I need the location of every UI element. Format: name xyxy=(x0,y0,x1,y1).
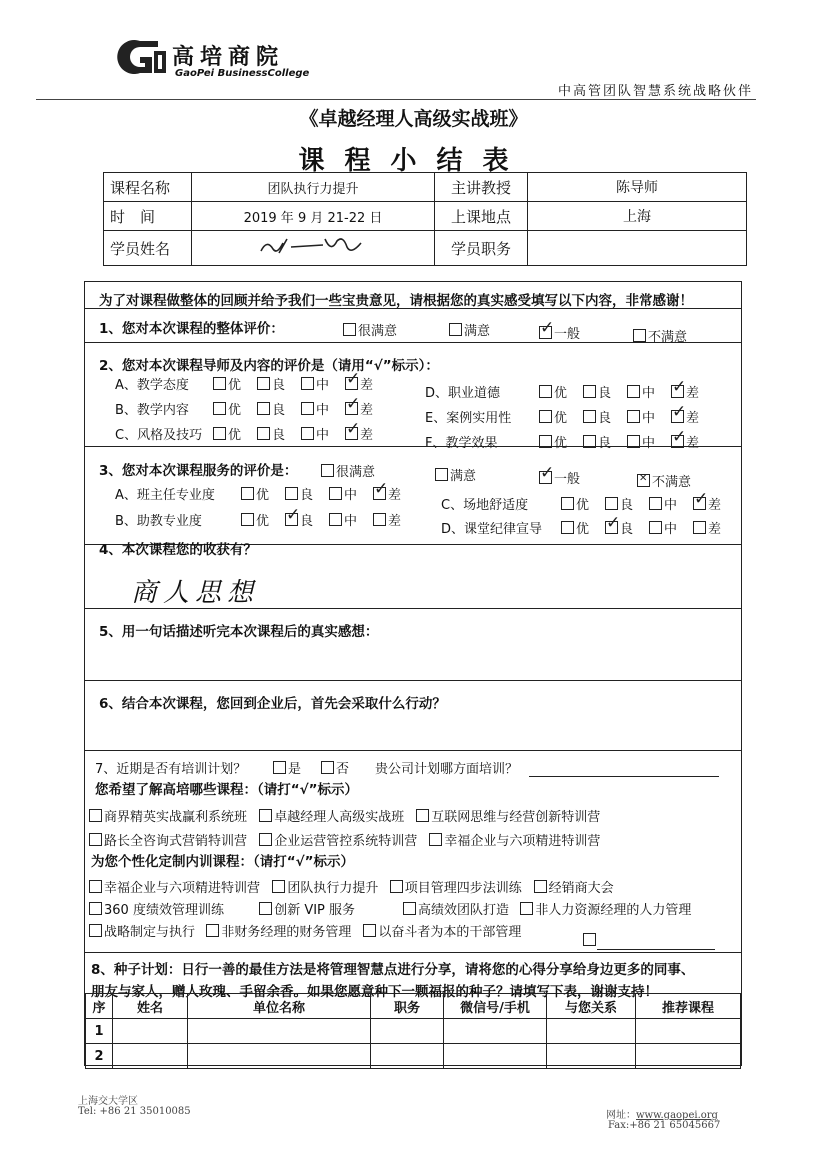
rating-option[interactable] xyxy=(693,494,721,513)
checkbox[interactable] xyxy=(649,497,662,510)
rating-option[interactable] xyxy=(301,424,329,443)
rating-option[interactable] xyxy=(329,484,357,503)
footer-address: 上海交大学区 xyxy=(78,1096,138,1107)
checkbox-checked[interactable] xyxy=(285,513,298,526)
course-option-label: 卓越经理人高级实战班 xyxy=(274,810,405,825)
feedback-form xyxy=(84,281,742,1066)
course-option-label: 以奋斗者为本的干部管理 xyxy=(378,925,522,940)
footer-web-link[interactable]: www.gaopei.org xyxy=(636,1110,718,1121)
checkbox[interactable] xyxy=(329,513,342,526)
course-option[interactable] xyxy=(429,830,600,849)
checkbox[interactable] xyxy=(627,410,640,423)
teacher-value[interactable]: 陈导师 xyxy=(528,173,747,202)
footer-web xyxy=(606,1106,718,1121)
rating-option-label: 良 xyxy=(598,436,612,451)
checkbox[interactable] xyxy=(633,329,646,342)
rating-option[interactable] xyxy=(583,432,611,451)
q3-option-average[interactable]: ✓ 一般 xyxy=(539,468,580,487)
checkbox[interactable] xyxy=(89,880,102,893)
rating-label: E、案例实用性 xyxy=(425,411,512,426)
q8-line1: 8、种子计划：日行一善的最佳方法是将管理智慧点进行分享，请将您的心得分享给身边更多的同事、 xyxy=(91,962,695,978)
q7-no[interactable]: 否 xyxy=(321,758,349,777)
checkbox[interactable] xyxy=(259,809,272,822)
checkbox[interactable] xyxy=(343,323,356,336)
course-option[interactable] xyxy=(259,806,404,825)
checkbox-checked[interactable] xyxy=(693,497,706,510)
handwritten-signature xyxy=(253,231,373,261)
checkbox[interactable] xyxy=(206,924,219,937)
rating-option[interactable] xyxy=(627,382,655,401)
rating-option-label: 优 xyxy=(576,522,590,537)
checkbox[interactable] xyxy=(259,902,272,915)
course-option-label: 创新 VIP 服务 xyxy=(274,903,356,918)
rating-option-label: 优 xyxy=(554,386,568,401)
cell[interactable] xyxy=(113,1044,188,1069)
header-divider xyxy=(36,99,756,100)
checkbox[interactable] xyxy=(301,427,314,440)
q4-label: 4、本次课程您的收获有？ xyxy=(99,542,257,558)
row-index: 2 xyxy=(86,1044,113,1069)
course-option-label: 互联网思维与经营创新特训营 xyxy=(431,810,601,825)
q7-area-input[interactable] xyxy=(529,776,719,777)
checkbox-checked[interactable] xyxy=(605,521,618,534)
name-value[interactable] xyxy=(192,231,435,266)
checkbox-checked[interactable] xyxy=(539,471,552,484)
checkbox[interactable] xyxy=(561,497,574,510)
rating-label: A、教学态度 xyxy=(115,378,189,393)
rating-label: B、教学内容 xyxy=(115,403,189,418)
rating-label: C、风格及技巧 xyxy=(115,428,203,443)
rating-option-label: 良 xyxy=(300,514,314,529)
rating-option-label: 优 xyxy=(256,514,270,529)
tagline: 中高管团队智慧系统战略伙伴 xyxy=(557,84,753,99)
rating-option-label: 差 xyxy=(360,403,374,418)
rating-option[interactable] xyxy=(301,374,329,393)
rating-option-label: 差 xyxy=(686,386,700,401)
rating-option-label: 良 xyxy=(272,403,286,418)
checkbox[interactable] xyxy=(301,402,314,415)
rating-option[interactable] xyxy=(345,374,373,393)
rating-option[interactable] xyxy=(257,424,285,443)
custom-other-option[interactable] xyxy=(583,933,598,949)
course-option-label: 经销商大会 xyxy=(548,881,614,896)
row-index: 1 xyxy=(86,1019,113,1044)
divider xyxy=(85,952,741,953)
checkbox[interactable] xyxy=(321,761,334,774)
q2-label: 2、您对本次课程导师及内容的评价是（请用“√”标示）： xyxy=(99,358,439,374)
checkbox-crossed[interactable] xyxy=(637,474,650,487)
checkbox[interactable] xyxy=(257,427,270,440)
cell[interactable] xyxy=(188,1019,371,1044)
course-option[interactable] xyxy=(206,921,351,940)
divider xyxy=(85,608,741,609)
rating-option[interactable] xyxy=(649,518,677,537)
checkbox[interactable] xyxy=(539,410,552,423)
course-option[interactable] xyxy=(403,899,509,918)
checkbox[interactable] xyxy=(449,323,462,336)
course-option[interactable] xyxy=(259,830,417,849)
rating-option[interactable] xyxy=(605,494,633,513)
location-value[interactable]: 上海 xyxy=(528,202,747,231)
q7-courses-label: 您希望了解高培哪些课程：（请打“√”标示） xyxy=(95,782,358,798)
rating-option[interactable] xyxy=(257,374,285,393)
checkbox-checked[interactable] xyxy=(345,427,358,440)
rating-option[interactable] xyxy=(241,510,269,529)
course-option-label: 非财务经理的财务管理 xyxy=(221,925,352,940)
q7-other-input[interactable] xyxy=(597,949,715,950)
checkbox[interactable] xyxy=(241,487,254,500)
checkbox[interactable] xyxy=(329,487,342,500)
cell[interactable] xyxy=(188,1044,371,1069)
table-row xyxy=(86,1044,741,1069)
q7-custom-label: 为您个性化定制内训课程：（请打“√”标示） xyxy=(91,854,354,870)
rating-option[interactable] xyxy=(561,494,589,513)
checkbox[interactable] xyxy=(272,880,285,893)
cell[interactable] xyxy=(371,1044,444,1069)
rating-option[interactable] xyxy=(345,399,373,418)
rating-option[interactable] xyxy=(345,424,373,443)
program-title: 《卓越经理人高级实战班》 xyxy=(299,108,528,130)
rating-option[interactable] xyxy=(373,484,401,503)
rating-option[interactable] xyxy=(373,510,401,529)
checkbox[interactable] xyxy=(416,809,429,822)
checkbox[interactable] xyxy=(373,513,386,526)
q7-label: 7、近期是否有培训计划？ xyxy=(95,762,247,777)
col-company: 单位名称 xyxy=(188,994,371,1019)
course-option[interactable] xyxy=(520,899,691,918)
name-label: 学员姓名 xyxy=(104,231,192,266)
q7-area-question: 贵公司计划哪方面培训？ xyxy=(375,762,519,777)
rating-option[interactable] xyxy=(671,407,699,426)
q1-option-average[interactable]: ✓ 一般 xyxy=(539,323,580,342)
intro-text: 为了对课程做整体的回顾并给予我们一些宝贵意见，请根据您的真实感受填写以下内容，非常感谢！ xyxy=(99,293,693,309)
rating-option-label: 中 xyxy=(664,522,678,537)
rating-option-label: 优 xyxy=(554,436,568,451)
checkbox[interactable] xyxy=(259,833,272,846)
checkbox[interactable] xyxy=(89,833,102,846)
course-option[interactable] xyxy=(89,921,195,940)
rating-label: B、助教专业度 xyxy=(115,514,202,529)
rating-option-label: 优 xyxy=(228,403,242,418)
rating-option[interactable] xyxy=(301,399,329,418)
course-option[interactable] xyxy=(89,877,260,896)
rating-option-label: 良 xyxy=(598,386,612,401)
rating-option[interactable] xyxy=(627,407,655,426)
location-label: 上课地点 xyxy=(435,202,528,231)
checkbox-checked[interactable] xyxy=(671,410,684,423)
form-title: 课程小结表 xyxy=(298,146,529,176)
course-option[interactable] xyxy=(390,877,522,896)
brand-name-en: GaoPei BusinessCollege xyxy=(175,68,310,79)
rating-label: C、场地舒适度 xyxy=(441,498,529,513)
q6-label: 6、结合本次课程，您回到企业后，首先会采取什么行动？ xyxy=(99,696,446,712)
rating-option-label: 中 xyxy=(344,488,358,503)
rating-option[interactable] xyxy=(693,518,721,537)
rating-option-label: 差 xyxy=(388,514,402,529)
course-option[interactable] xyxy=(272,877,378,896)
time-value[interactable]: 2019 年 9 月 21-22 日 xyxy=(192,202,435,231)
checkbox-checked[interactable] xyxy=(671,385,684,398)
course-option-label: 360 度绩效管理训练 xyxy=(104,903,224,918)
footer-fax: Fax:+86 21 65045667 xyxy=(608,1120,721,1131)
rating-option[interactable] xyxy=(539,432,567,451)
checkbox[interactable] xyxy=(390,880,403,893)
checkbox[interactable] xyxy=(213,377,226,390)
rating-option[interactable] xyxy=(583,407,611,426)
course-option-label: 高绩效团队打造 xyxy=(418,903,510,918)
checkbox-checked[interactable] xyxy=(373,487,386,500)
checkbox[interactable] xyxy=(241,513,254,526)
table-row xyxy=(86,1019,741,1044)
rating-option-label: 良 xyxy=(300,488,314,503)
course-option-label: 企业运营管控系统特训营 xyxy=(274,834,418,849)
checkbox[interactable] xyxy=(583,933,596,946)
rating-option[interactable] xyxy=(241,484,269,503)
col-course: 推荐课程 xyxy=(636,994,741,1019)
course-option[interactable] xyxy=(534,877,614,896)
rating-option-label: 中 xyxy=(642,411,656,426)
rating-option[interactable] xyxy=(213,374,241,393)
rating-option-label: 中 xyxy=(316,403,330,418)
checkbox[interactable] xyxy=(285,487,298,500)
checkbox[interactable] xyxy=(403,902,416,915)
checkbox[interactable] xyxy=(257,402,270,415)
position-value[interactable] xyxy=(528,231,747,266)
col-name: 姓名 xyxy=(113,994,188,1019)
rating-option[interactable] xyxy=(671,432,699,451)
rating-option-label: 良 xyxy=(272,428,286,443)
divider xyxy=(85,680,741,681)
divider xyxy=(85,750,741,751)
checkbox[interactable] xyxy=(583,385,596,398)
course-option[interactable] xyxy=(259,899,355,918)
course-option-label: 商界精英实战赢利系统班 xyxy=(104,810,248,825)
q1-option-satisfied[interactable]: 满意 xyxy=(449,320,490,339)
q3-option-unsatisfied[interactable]: ✕ 不满意 xyxy=(637,471,691,490)
rating-option-label: 中 xyxy=(316,378,330,393)
rating-option-label: 差 xyxy=(360,378,374,393)
checkbox[interactable] xyxy=(213,427,226,440)
col-relation: 与您关系 xyxy=(547,994,636,1019)
course-option-label: 路长全咨询式营销特训营 xyxy=(104,834,248,849)
divider xyxy=(85,308,741,309)
checkbox[interactable] xyxy=(213,402,226,415)
rating-option-label: 差 xyxy=(686,436,700,451)
q1-option-unsatisfied[interactable]: 不满意 xyxy=(633,326,687,345)
rating-option[interactable] xyxy=(561,518,589,537)
checkbox[interactable] xyxy=(539,385,552,398)
checkbox[interactable] xyxy=(89,809,102,822)
checkbox[interactable] xyxy=(605,497,618,510)
rating-option[interactable] xyxy=(671,382,699,401)
footer-tel: Tel: +86 21 35010085 xyxy=(78,1106,191,1117)
rating-option[interactable] xyxy=(583,382,611,401)
rating-option[interactable] xyxy=(539,382,567,401)
teacher-label: 主讲教授 xyxy=(435,173,528,202)
checkbox[interactable] xyxy=(89,902,102,915)
rating-option-label: 差 xyxy=(388,488,402,503)
course-option-label: 幸福企业与六项精进特训营 xyxy=(104,881,261,896)
col-index: 序 xyxy=(86,994,113,1019)
rating-label: A、班主任专业度 xyxy=(115,488,215,503)
checkbox[interactable] xyxy=(693,521,706,534)
rating-option[interactable] xyxy=(627,432,655,451)
cell[interactable] xyxy=(547,1044,636,1069)
rating-option[interactable] xyxy=(213,399,241,418)
rating-label: D、课堂纪律宣导 xyxy=(441,522,543,537)
rating-option-label: 良 xyxy=(272,378,286,393)
course-option[interactable] xyxy=(363,921,521,940)
q5-label: 5、用一句话描述听完本次课程后的真实感想： xyxy=(99,624,379,640)
course-option[interactable] xyxy=(416,806,600,825)
rating-option-label: 差 xyxy=(708,498,722,513)
rating-option-label: 差 xyxy=(708,522,722,537)
course-value[interactable]: 团队执行力提升 xyxy=(192,173,435,202)
rating-option-label: 良 xyxy=(620,498,634,513)
cell[interactable] xyxy=(371,1019,444,1044)
rating-option-label: 差 xyxy=(686,411,700,426)
checkbox[interactable] xyxy=(429,833,442,846)
rating-option-label: 中 xyxy=(316,428,330,443)
footer-web-label: 网址： xyxy=(606,1110,636,1121)
checkbox[interactable] xyxy=(534,880,547,893)
divider xyxy=(85,446,741,447)
position-label: 学员职务 xyxy=(435,231,528,266)
rating-option-label: 良 xyxy=(620,522,634,537)
rating-option[interactable] xyxy=(213,424,241,443)
checkbox[interactable] xyxy=(583,410,596,423)
q8-line2: 朋友与家人，赠人玫瑰、手留余香。如果您愿意种下一颗福报的种子？请填写下表，谢谢支持！ xyxy=(91,984,658,1000)
q1-option-very-satisfied[interactable]: 很满意 xyxy=(343,320,397,339)
course-option[interactable] xyxy=(89,899,224,918)
rating-option-label: 良 xyxy=(598,411,612,426)
checkbox[interactable] xyxy=(89,924,102,937)
rating-label: F、教学效果 xyxy=(425,436,498,451)
rating-option-label: 优 xyxy=(576,498,590,513)
rating-option-label: 中 xyxy=(642,386,656,401)
checkbox-checked[interactable] xyxy=(345,402,358,415)
course-option-label: 战略制定与执行 xyxy=(104,925,196,940)
time-label: 时 间 xyxy=(104,202,192,231)
q3-option-satisfied[interactable]: 满意 xyxy=(435,465,476,484)
checkbox[interactable] xyxy=(520,902,533,915)
q3-label: 3、您对本次课程服务的评价是： xyxy=(99,463,298,479)
checkbox[interactable] xyxy=(435,468,448,481)
q1-label: 1、您对本次课程的整体评价： xyxy=(99,321,284,337)
checkbox[interactable] xyxy=(627,385,640,398)
col-position: 职务 xyxy=(371,994,444,1019)
rating-option-label: 优 xyxy=(228,378,242,393)
course-option-label: 幸福企业与六项精进特训营 xyxy=(444,834,601,849)
rating-option-label: 优 xyxy=(554,411,568,426)
cell[interactable] xyxy=(636,1019,741,1044)
rating-option[interactable] xyxy=(285,510,313,529)
logo-icon xyxy=(112,38,168,76)
cell[interactable] xyxy=(444,1044,547,1069)
course-option-label: 非人力资源经理的人力管理 xyxy=(535,903,692,918)
checkbox[interactable] xyxy=(363,924,376,937)
rating-option-label: 差 xyxy=(360,428,374,443)
rating-label: D、职业道德 xyxy=(425,386,501,401)
course-option-label: 团队执行力提升 xyxy=(287,881,379,896)
cell[interactable] xyxy=(547,1019,636,1044)
rating-option-label: 中 xyxy=(664,498,678,513)
rating-option-label: 中 xyxy=(344,514,358,529)
cell[interactable] xyxy=(636,1044,741,1069)
rating-option-label: 优 xyxy=(228,428,242,443)
seed-plan-table xyxy=(85,993,741,1069)
rating-option[interactable] xyxy=(539,407,567,426)
rating-option-label: 中 xyxy=(642,436,656,451)
q7-yes[interactable]: 是 xyxy=(273,758,301,777)
checkbox[interactable] xyxy=(649,521,662,534)
cell[interactable] xyxy=(444,1019,547,1044)
course-option[interactable] xyxy=(89,830,247,849)
rating-option[interactable] xyxy=(605,518,633,537)
course-label: 课程名称 xyxy=(104,173,192,202)
q4-handwritten-answer[interactable]: 商人思想 xyxy=(131,578,260,608)
rating-option[interactable] xyxy=(649,494,677,513)
checkbox[interactable] xyxy=(301,377,314,390)
course-option[interactable] xyxy=(89,806,247,825)
info-table xyxy=(103,172,747,266)
rating-option-label: 优 xyxy=(256,488,270,503)
checkbox[interactable] xyxy=(257,377,270,390)
q3-option-very-satisfied[interactable]: 很满意 xyxy=(321,461,375,480)
col-wechat: 微信号/手机 xyxy=(444,994,547,1019)
rating-option[interactable] xyxy=(257,399,285,418)
course-option-label: 项目管理四步法训练 xyxy=(404,881,522,896)
checkbox-checked[interactable] xyxy=(345,377,358,390)
checkbox-checked[interactable] xyxy=(539,326,552,339)
rating-option[interactable] xyxy=(329,510,357,529)
checkbox[interactable] xyxy=(561,521,574,534)
checkbox[interactable] xyxy=(273,761,286,774)
rating-option[interactable] xyxy=(285,484,313,503)
divider xyxy=(85,342,741,343)
brand-name: 高培商院 xyxy=(172,45,285,70)
cell[interactable] xyxy=(113,1019,188,1044)
checkbox[interactable] xyxy=(321,464,334,477)
